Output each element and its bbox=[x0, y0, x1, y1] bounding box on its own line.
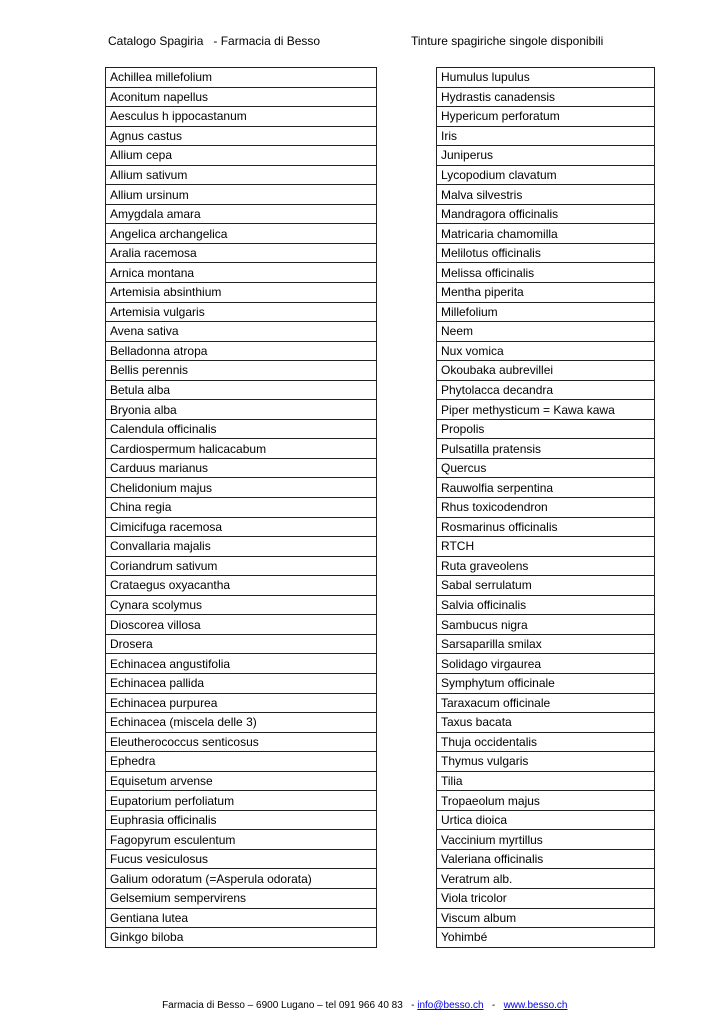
table-cell: Symphytum officinale bbox=[437, 673, 655, 693]
table-row bbox=[106, 576, 377, 596]
table-row bbox=[106, 771, 377, 791]
table-cell: Crataegus oxyacantha bbox=[106, 576, 377, 596]
table-cell: Viscum album bbox=[437, 908, 655, 928]
table-row bbox=[106, 439, 377, 459]
table-cell: Mentha piperita bbox=[437, 283, 655, 303]
table-row bbox=[437, 888, 655, 908]
table-row bbox=[437, 869, 655, 889]
header-left-title: Catalogo Spagiria - Farmacia di Besso bbox=[108, 34, 321, 48]
table-row bbox=[106, 830, 377, 850]
table-cell: Euphrasia officinalis bbox=[106, 810, 377, 830]
table-row bbox=[437, 576, 655, 596]
table-cell: Hypericum perforatum bbox=[437, 107, 655, 127]
table-row bbox=[437, 693, 655, 713]
table-row bbox=[106, 673, 377, 693]
table-row bbox=[106, 380, 377, 400]
table-row bbox=[437, 810, 655, 830]
table-cell: Rosmarinus officinalis bbox=[437, 517, 655, 537]
table-cell: Avena sativa bbox=[106, 322, 377, 342]
table-cell: Thuja occidentalis bbox=[437, 732, 655, 752]
table-row bbox=[437, 478, 655, 498]
table-row bbox=[437, 537, 655, 557]
table-cell: Solidago virgaurea bbox=[437, 654, 655, 674]
table-row bbox=[106, 146, 377, 166]
table-row bbox=[106, 224, 377, 244]
table-cell: Phytolacca decandra bbox=[437, 380, 655, 400]
table-row bbox=[437, 400, 655, 420]
table-cell: Arnica montana bbox=[106, 263, 377, 283]
table-cell: Aesculus h ippocastanum bbox=[106, 107, 377, 127]
table-row bbox=[437, 673, 655, 693]
table-row bbox=[106, 556, 377, 576]
table-row bbox=[437, 439, 655, 459]
table-row bbox=[106, 634, 377, 654]
table-cell: Equisetum arvense bbox=[106, 771, 377, 791]
table-cell: Amygdala amara bbox=[106, 204, 377, 224]
table-cell: China regia bbox=[106, 498, 377, 518]
table-row bbox=[437, 595, 655, 615]
table-row bbox=[437, 185, 655, 205]
table-row bbox=[106, 693, 377, 713]
table-cell: Cardiospermum halicacabum bbox=[106, 439, 377, 459]
table-row bbox=[437, 224, 655, 244]
table-cell: Convallaria majalis bbox=[106, 537, 377, 557]
table-row bbox=[437, 908, 655, 928]
table-row bbox=[106, 107, 377, 127]
table-row bbox=[437, 458, 655, 478]
table-row bbox=[106, 458, 377, 478]
table-cell: Cynara scolymus bbox=[106, 595, 377, 615]
table-cell: Echinacea angustifolia bbox=[106, 654, 377, 674]
table-row bbox=[106, 478, 377, 498]
table-cell: Nux vomica bbox=[437, 341, 655, 361]
table-cell: Ruta graveolens bbox=[437, 556, 655, 576]
table-cell: Coriandrum sativum bbox=[106, 556, 377, 576]
table-cell: Calendula officinalis bbox=[106, 419, 377, 439]
table-row bbox=[437, 126, 655, 146]
table-cell: Aconitum napellus bbox=[106, 87, 377, 107]
table-row bbox=[437, 302, 655, 322]
table-row bbox=[437, 732, 655, 752]
table-row bbox=[106, 204, 377, 224]
table-row bbox=[437, 517, 655, 537]
table-row bbox=[106, 400, 377, 420]
table-row bbox=[437, 849, 655, 869]
table-row bbox=[106, 888, 377, 908]
table-row bbox=[437, 419, 655, 439]
table-row bbox=[106, 537, 377, 557]
table-row bbox=[106, 243, 377, 263]
table-cell: Valeriana officinalis bbox=[437, 849, 655, 869]
table-cell: Angelica archangelica bbox=[106, 224, 377, 244]
table-cell: Yohimbé bbox=[437, 928, 655, 948]
table-row bbox=[106, 517, 377, 537]
table-row bbox=[106, 263, 377, 283]
table-cell: Gentiana lutea bbox=[106, 908, 377, 928]
table-row bbox=[437, 146, 655, 166]
table-cell: Betula alba bbox=[106, 380, 377, 400]
table-row bbox=[106, 498, 377, 518]
table-cell: Matricaria chamomilla bbox=[437, 224, 655, 244]
table-cell: Eleutherococcus senticosus bbox=[106, 732, 377, 752]
table-cell: Sabal serrulatum bbox=[437, 576, 655, 596]
table-row bbox=[437, 204, 655, 224]
table-row bbox=[106, 615, 377, 635]
table-cell: Carduus marianus bbox=[106, 458, 377, 478]
table-row bbox=[437, 283, 655, 303]
table-row bbox=[106, 654, 377, 674]
table-row bbox=[106, 185, 377, 205]
table-cell: Rhus toxicodendron bbox=[437, 498, 655, 518]
table-cell: Belladonna atropa bbox=[106, 341, 377, 361]
table-row bbox=[437, 165, 655, 185]
table-row bbox=[437, 361, 655, 381]
table-row bbox=[106, 928, 377, 948]
table-cell: Propolis bbox=[437, 419, 655, 439]
table-row bbox=[106, 595, 377, 615]
table-cell: Echinacea pallida bbox=[106, 673, 377, 693]
table-cell: Iris bbox=[437, 126, 655, 146]
table-row bbox=[437, 243, 655, 263]
table-cell: Pulsatilla pratensis bbox=[437, 439, 655, 459]
table-cell: Urtica dioica bbox=[437, 810, 655, 830]
table-cell: Cimicifuga racemosa bbox=[106, 517, 377, 537]
table-cell: Gelsemium sempervirens bbox=[106, 888, 377, 908]
table-cell: Allium cepa bbox=[106, 146, 377, 166]
table-cell: Echinacea purpurea bbox=[106, 693, 377, 713]
table-row bbox=[437, 928, 655, 948]
table-row bbox=[106, 713, 377, 733]
table-cell: Galium odoratum (=Asperula odorata) bbox=[106, 869, 377, 889]
table-cell: Eupatorium perfoliatum bbox=[106, 791, 377, 811]
table-cell: Dioscorea villosa bbox=[106, 615, 377, 635]
table-cell: Agnus castus bbox=[106, 126, 377, 146]
table-row bbox=[106, 908, 377, 928]
table-cell: Aralia racemosa bbox=[106, 243, 377, 263]
table-row bbox=[106, 283, 377, 303]
table-row bbox=[106, 126, 377, 146]
table-cell: Achillea millefolium bbox=[106, 68, 377, 88]
table-cell: Rauwolfia serpentina bbox=[437, 478, 655, 498]
table-cell: Bryonia alba bbox=[106, 400, 377, 420]
table-row bbox=[106, 68, 377, 88]
footer-separator: - bbox=[483, 1000, 504, 1011]
table-cell: Fagopyrum esculentum bbox=[106, 830, 377, 850]
table-row bbox=[106, 752, 377, 772]
table-cell: Allium ursinum bbox=[106, 185, 377, 205]
table-cell: Taraxacum officinale bbox=[437, 693, 655, 713]
table-row bbox=[437, 107, 655, 127]
table-cell: Hydrastis canadensis bbox=[437, 87, 655, 107]
table-row bbox=[106, 165, 377, 185]
header-right-title: Tinture spagiriche singole disponibili bbox=[411, 34, 604, 48]
table-cell: Humulus lupulus bbox=[437, 68, 655, 88]
table-row bbox=[106, 869, 377, 889]
table-row bbox=[437, 68, 655, 88]
table-row bbox=[437, 556, 655, 576]
table-cell: Fucus vesiculosus bbox=[106, 849, 377, 869]
table-row bbox=[437, 713, 655, 733]
table-cell: Artemisia absinthium bbox=[106, 283, 377, 303]
table-cell: Melissa officinalis bbox=[437, 263, 655, 283]
table-cell: Tropaeolum majus bbox=[437, 791, 655, 811]
table-row bbox=[437, 380, 655, 400]
table-cell: Juniperus bbox=[437, 146, 655, 166]
table-cell: Artemisia vulgaris bbox=[106, 302, 377, 322]
table-row bbox=[437, 341, 655, 361]
table-cell: Neem bbox=[437, 322, 655, 342]
table-cell: Taxus bacata bbox=[437, 713, 655, 733]
footer bbox=[0, 989, 724, 1011]
table-row bbox=[106, 361, 377, 381]
table-cell: Chelidonium majus bbox=[106, 478, 377, 498]
table-cell: Millefolium bbox=[437, 302, 655, 322]
table-row bbox=[106, 87, 377, 107]
table-cell: Sarsaparilla smilax bbox=[437, 634, 655, 654]
table-cell: Ephedra bbox=[106, 752, 377, 772]
table-row bbox=[106, 791, 377, 811]
table-cell: Lycopodium clavatum bbox=[437, 165, 655, 185]
table-cell: Vaccinium myrtillus bbox=[437, 830, 655, 850]
table-cell: Veratrum alb. bbox=[437, 869, 655, 889]
left-catalog-table bbox=[105, 67, 377, 948]
table-cell: Viola tricolor bbox=[437, 888, 655, 908]
table-cell: Quercus bbox=[437, 458, 655, 478]
table-row bbox=[437, 634, 655, 654]
table-row bbox=[437, 498, 655, 518]
table-cell: Echinacea (miscela delle 3) bbox=[106, 713, 377, 733]
footer-email-link[interactable]: info@besso.ch bbox=[417, 1000, 484, 1011]
table-cell: RTCH bbox=[437, 537, 655, 557]
table-cell: Malva silvestris bbox=[437, 185, 655, 205]
footer-contact-text: Farmacia di Besso – 6900 Lugano – tel 091 966 40 83 - bbox=[162, 1000, 418, 1011]
table-row bbox=[437, 87, 655, 107]
table-row bbox=[106, 302, 377, 322]
table-row bbox=[106, 322, 377, 342]
table-cell: Mandragora officinalis bbox=[437, 204, 655, 224]
table-row bbox=[437, 615, 655, 635]
table-row bbox=[437, 830, 655, 850]
table-row bbox=[437, 322, 655, 342]
table-cell: Melilotus officinalis bbox=[437, 243, 655, 263]
table-row bbox=[106, 419, 377, 439]
table-cell: Drosera bbox=[106, 634, 377, 654]
right-catalog-table bbox=[436, 67, 655, 948]
table-row bbox=[437, 752, 655, 772]
table-row bbox=[437, 654, 655, 674]
table-row bbox=[106, 732, 377, 752]
table-cell: Okoubaka aubrevillei bbox=[437, 361, 655, 381]
table-cell: Bellis perennis bbox=[106, 361, 377, 381]
table-cell: Salvia officinalis bbox=[437, 595, 655, 615]
table-cell: Ginkgo biloba bbox=[106, 928, 377, 948]
table-cell: Sambucus nigra bbox=[437, 615, 655, 635]
table-cell: Piper methysticum = Kawa kawa bbox=[437, 400, 655, 420]
table-cell: Thymus vulgaris bbox=[437, 752, 655, 772]
table-row bbox=[106, 341, 377, 361]
table-row bbox=[106, 810, 377, 830]
table-row bbox=[106, 849, 377, 869]
table-cell: Allium sativum bbox=[106, 165, 377, 185]
footer-website-link[interactable]: www.besso.ch bbox=[503, 1000, 568, 1011]
table-cell: Tilia bbox=[437, 771, 655, 791]
table-row bbox=[437, 791, 655, 811]
table-row bbox=[437, 263, 655, 283]
table-row bbox=[437, 771, 655, 791]
